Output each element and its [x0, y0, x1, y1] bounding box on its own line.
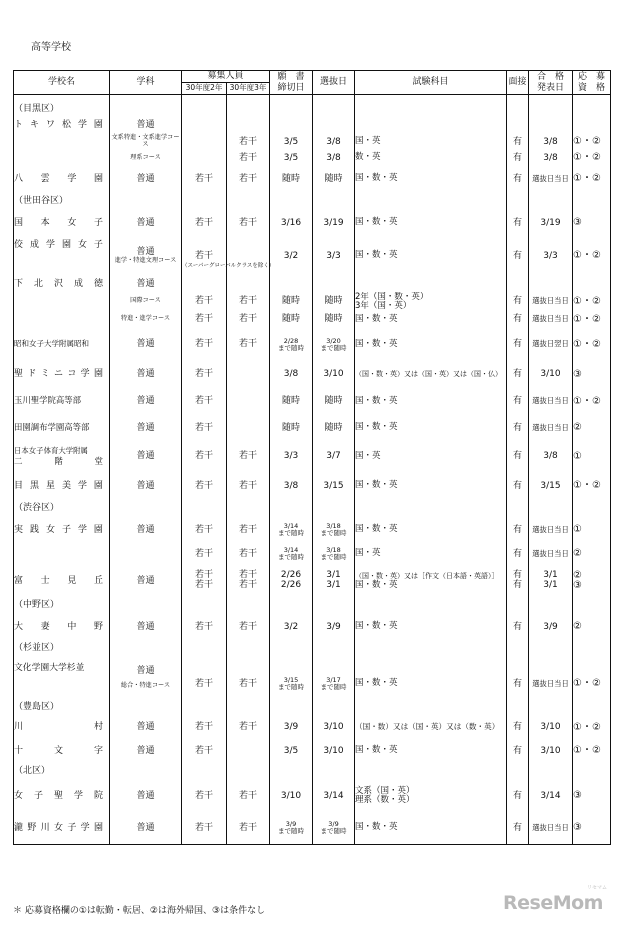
exam-date: 随時 — [313, 415, 355, 441]
recruit-3: 若干 — [239, 570, 258, 581]
exam-date: 3/14 — [313, 780, 355, 812]
exam-date-note: まで随時 — [320, 529, 347, 537]
course: 進学・特進文理コース — [114, 256, 177, 264]
subjects: 国・数・英 — [355, 472, 507, 500]
table-row — [14, 361, 611, 388]
header-deadline-2: 締切日 — [277, 82, 305, 93]
exam-date: 3/1 — [326, 580, 341, 590]
deadline: 3/5 — [270, 739, 313, 763]
interview: 有 — [507, 517, 529, 543]
result-date: 3/8 — [529, 441, 573, 472]
subjects: （国・数・英）又は（国・英）又は（国・仏） — [355, 369, 503, 378]
watermark-small-text: リセマム — [587, 885, 607, 891]
dept: 普通 — [110, 415, 182, 441]
dept: 普通 — [110, 812, 182, 844]
deadline: 随時 — [270, 165, 313, 193]
recruit-3: 若干 — [227, 517, 270, 543]
region-label: （豊島区） — [14, 699, 110, 716]
result-date: 選抜日当日 — [532, 422, 569, 432]
table-row — [14, 812, 611, 844]
deadline: 3/8 — [270, 361, 313, 388]
header-recruit-2: 30年度2年 — [182, 83, 227, 95]
region-label: （杉並区） — [14, 640, 110, 657]
exam-date: 3/8 — [313, 151, 355, 165]
recruit-2: 若干 — [194, 250, 213, 261]
recruit-3: 若干 — [227, 210, 270, 236]
deadline: 随時 — [270, 388, 313, 415]
header-deadline-1: 願 書 — [277, 72, 305, 83]
result-date: 選抜日当日 — [532, 822, 569, 832]
interview: 有 — [507, 388, 529, 415]
dept: 普通 — [110, 517, 182, 543]
result-date: 3/8 — [529, 151, 573, 165]
school-name: 文化学園大学杉並 — [14, 663, 85, 673]
header-qual-2: 資 格 — [578, 82, 606, 93]
table-row — [14, 388, 611, 415]
recruit-2: 若干 — [182, 812, 227, 844]
deadline: 3/14 — [283, 546, 299, 555]
subjects: 国・数・英 — [355, 657, 507, 699]
subjects: 国・数・英 — [355, 210, 507, 236]
region-label: （目黒区） — [14, 101, 110, 118]
region-row — [14, 101, 611, 118]
table-row — [14, 472, 611, 500]
table-row — [14, 292, 611, 311]
subjects: 国・英 — [355, 441, 507, 472]
school-name: 瀧 野 川 女 子 学 園 — [14, 822, 103, 833]
deadline: 3/9 — [270, 716, 313, 739]
school-name: 昭和女子大学附属昭和 — [14, 339, 89, 349]
interview: 有 — [507, 165, 529, 193]
recruit-2: 若干 — [182, 328, 227, 361]
table-row — [14, 210, 611, 236]
recruit-2: 若干 — [182, 210, 227, 236]
school-name-line2: 二 階 堂 — [14, 456, 103, 467]
table-row — [14, 441, 611, 472]
qualification: ①・② — [573, 739, 611, 763]
recruit-2: 若干 — [182, 165, 227, 193]
interview: 有 — [507, 133, 529, 151]
dept: 普通 — [110, 361, 182, 388]
table-row — [14, 614, 611, 640]
school-name — [14, 118, 110, 133]
subjects: 国・英 — [355, 133, 507, 151]
recruit-2: 若干 — [182, 441, 227, 472]
table-row — [14, 517, 611, 543]
subjects: 国・数・英 — [355, 580, 398, 590]
subjects: 理系（数・英） — [355, 795, 415, 805]
recruit-3: 若干 — [227, 657, 270, 699]
recruit-3: 若干 — [227, 165, 270, 193]
subjects: 国・数・英 — [355, 415, 507, 441]
result-date: 3/8 — [529, 133, 573, 151]
qualification: ①・② — [573, 151, 611, 165]
qualification: ①・② — [573, 311, 611, 328]
dept: 普通 — [110, 210, 182, 236]
region-row — [14, 640, 611, 657]
exam-date: 3/8 — [313, 133, 355, 151]
qualification: ① — [573, 517, 611, 543]
dept: 普通 — [110, 780, 182, 812]
header-result-2: 発表日 — [537, 82, 565, 93]
region-label: （渋谷区） — [14, 500, 110, 517]
interview: 有 — [507, 441, 529, 472]
dept: 普通 — [110, 716, 182, 739]
table-row — [14, 739, 611, 763]
subjects: 国・英 — [355, 543, 507, 565]
dept: 普通 — [110, 118, 182, 133]
table-row — [14, 415, 611, 441]
result-date: 選抜日当日 — [532, 296, 569, 306]
deadline: 3/3 — [270, 441, 313, 472]
dept: 普通 — [110, 388, 182, 415]
subjects: 国・数・英 — [355, 614, 507, 640]
interview: 有 — [507, 812, 529, 844]
interview: 有 — [507, 739, 529, 763]
school-name: 十 文 字 — [14, 745, 103, 756]
exam-date: 3/15 — [313, 472, 355, 500]
table-row — [14, 328, 611, 361]
table-row — [14, 276, 611, 292]
table-row — [14, 236, 611, 276]
course: 理系コース — [130, 153, 161, 161]
region-row — [14, 193, 611, 210]
school-name: 下 北 沢 成 徳 — [14, 278, 103, 289]
header-dept: 学科 — [110, 71, 182, 95]
exam-date: 3/9 — [328, 819, 339, 828]
deadline: 随時 — [270, 292, 313, 311]
table-row — [14, 565, 611, 597]
recruit-3: 若干 — [227, 151, 270, 165]
school-name: 日本女子体育大学附属 — [14, 446, 88, 455]
subjects: 2年（国・数・英） — [355, 292, 429, 302]
table-row — [14, 543, 611, 565]
header-recruit: 募集人員 — [182, 71, 270, 83]
exam-date: 随時 — [313, 388, 355, 415]
exam-date: 3/9 — [313, 614, 355, 640]
header-exam-date: 選抜日 — [313, 71, 355, 95]
school-name: 実 践 女 子 学 園 — [14, 524, 103, 535]
interview: 有 — [513, 580, 523, 590]
result-date: 3/10 — [529, 361, 573, 388]
exam-date: 3/19 — [313, 210, 355, 236]
region-label: （北区） — [14, 763, 110, 780]
dept: 普通 — [110, 565, 182, 597]
recruit-2: 若干 — [182, 657, 227, 699]
school-name: 富 士 見 丘 — [14, 575, 103, 586]
exam-date: 随時 — [313, 165, 355, 193]
qualification: ①・② — [573, 133, 611, 151]
subjects: 国・数・英 — [355, 812, 507, 844]
qualification: ③ — [573, 780, 611, 812]
dept: 普通 — [110, 441, 182, 472]
recruit-2: 若干 — [194, 580, 213, 590]
school-name: 聖 ド ミ ニ コ 学 園 — [14, 369, 103, 380]
school-name: 国 本 女 子 — [14, 217, 103, 228]
qualification: ② — [573, 614, 611, 640]
qualification: ①・② — [573, 236, 611, 276]
recruit-2: 若干 — [182, 361, 227, 388]
dept: 普通 — [110, 614, 182, 640]
qualification: ①・② — [573, 292, 611, 311]
subjects: 国・数・英 — [355, 165, 507, 193]
transfer-exam-table — [13, 70, 611, 845]
deadline: 3/14 — [283, 522, 299, 531]
recruit-3: 若干 — [239, 580, 258, 590]
header-recruit-3: 30年度3年 — [227, 83, 270, 95]
deadline: 3/5 — [270, 133, 313, 151]
qualification: ② — [573, 569, 582, 581]
subjects: 国・数・英 — [355, 311, 507, 328]
deadline-note: まで随時 — [278, 683, 305, 691]
deadline-note: まで随時 — [278, 553, 305, 561]
dept: 普通 — [110, 276, 182, 292]
interview: 有 — [507, 236, 529, 276]
interview: 有 — [507, 328, 529, 361]
recruit-2: 若干 — [182, 415, 227, 441]
table-row — [14, 151, 611, 165]
recruit-3: 若干 — [227, 292, 270, 311]
school-name: 大 妻 中 野 — [14, 621, 103, 632]
qualification: ① — [573, 441, 611, 472]
qualification: ①・② — [573, 328, 611, 361]
result-date: 3/10 — [529, 739, 573, 763]
recruit-3: 若干 — [227, 780, 270, 812]
interview: 有 — [513, 570, 523, 581]
interview: 有 — [507, 780, 529, 812]
school-name: 目 黒 星 美 学 園 — [14, 480, 103, 491]
subjects: 数・英 — [355, 151, 507, 165]
result-date: 選抜日当日 — [532, 396, 569, 406]
result-date: 3/1 — [543, 570, 558, 581]
region-label: （世田谷区） — [14, 193, 110, 210]
school-name: 玉川聖学院高等部 — [14, 395, 81, 406]
header-subjects: 試験科目 — [355, 71, 507, 95]
interview: 有 — [507, 415, 529, 441]
school-name: 川 村 — [14, 722, 103, 733]
subjects: （国・数・英）又は［作文（日本語・英語）］ — [355, 571, 499, 580]
deadline: 3/15 — [283, 676, 299, 685]
interview: 有 — [507, 361, 529, 388]
school-name: 八 雲 学 園 — [14, 173, 103, 184]
result-date: 選抜日翌日 — [532, 339, 569, 349]
result-date: 3/9 — [529, 614, 573, 640]
recruit-2: 若干 — [182, 292, 227, 311]
exam-date: 随時 — [313, 292, 355, 311]
interview: 有 — [507, 311, 529, 328]
recruit-3: 若干 — [227, 328, 270, 361]
qualification: ③ — [573, 812, 611, 844]
recruit-3: 若干 — [227, 614, 270, 640]
exam-date-note: まで随時 — [320, 683, 347, 691]
deadline-note: まで随時 — [278, 826, 305, 835]
table-row — [14, 118, 611, 133]
header-result — [529, 71, 573, 95]
dept: 普通 — [110, 739, 182, 763]
course: 文系特進・文系進学コース — [111, 134, 180, 148]
region-row — [14, 597, 611, 614]
deadline: 3/2 — [270, 614, 313, 640]
region-row — [14, 763, 611, 780]
school-name: 田園調布学園高等部 — [14, 421, 90, 432]
recruit-2: 若干 — [182, 472, 227, 500]
qualification: ①・② — [573, 472, 611, 500]
recruit-3: 若干 — [227, 812, 270, 844]
exam-date: 3/10 — [313, 739, 355, 763]
exam-date: 3/1 — [326, 570, 341, 581]
result-date: 3/15 — [529, 472, 573, 500]
recruit-2: 若干 — [182, 614, 227, 640]
qualification: ③ — [573, 210, 611, 236]
exam-date: 3/10 — [313, 361, 355, 388]
table-row — [14, 780, 611, 812]
qualification: ①・② — [573, 388, 611, 415]
deadline: 2/26 — [280, 580, 302, 590]
recruit-3: 若干 — [227, 543, 270, 565]
interview: 有 — [507, 614, 529, 640]
exam-date: 3/7 — [313, 441, 355, 472]
interview: 有 — [507, 472, 529, 500]
result-date: 3/14 — [529, 780, 573, 812]
interview: 有 — [507, 543, 529, 565]
exam-date: 3/18 — [326, 522, 341, 531]
qualification: ② — [573, 415, 611, 441]
header-school: 学校名 — [14, 71, 110, 95]
qualification: ③ — [573, 361, 611, 388]
course: 特進・進学コース — [120, 315, 171, 323]
interview: 有 — [507, 292, 529, 311]
deadline: 2/28 — [283, 336, 299, 345]
interview: 有 — [507, 210, 529, 236]
result-date: 選抜日当日 — [532, 524, 569, 534]
subjects: 国・数・英 — [355, 739, 507, 763]
deadline-note: まで随時 — [278, 343, 305, 352]
school-name-text: ト キ ワ 松 学 園 — [14, 120, 103, 131]
subjects: 国・数・英 — [355, 236, 507, 276]
recruit-2: 若干 — [182, 517, 227, 543]
deadline: 3/5 — [270, 151, 313, 165]
subjects: 国・数・英 — [355, 328, 507, 361]
region-row — [14, 500, 611, 517]
course: 国際コース — [130, 297, 161, 305]
deadline-note: まで随時 — [278, 529, 305, 537]
qualification: ③ — [573, 580, 582, 591]
qualification: ①・② — [573, 165, 611, 193]
deadline: 3/2 — [270, 236, 313, 276]
subjects: 3年（国・英） — [355, 300, 412, 311]
interview: 有 — [507, 716, 529, 739]
recruit-3: 若干 — [227, 716, 270, 739]
school-name: 佼 成 学 園 女 子 — [14, 240, 103, 250]
qualification: ①・② — [573, 657, 611, 699]
header-qual-1: 応 募 — [578, 72, 606, 83]
table-row — [14, 716, 611, 739]
exam-date-note: まで随時 — [320, 826, 347, 835]
deadline: 3/9 — [285, 819, 297, 828]
qualification: ①・② — [573, 716, 611, 739]
table-row — [14, 165, 611, 193]
deadline: 随時 — [270, 311, 313, 328]
exam-date: 3/3 — [313, 236, 355, 276]
exam-date: 随時 — [313, 311, 355, 328]
result-date: 3/19 — [529, 210, 573, 236]
dept: 普通 — [110, 472, 182, 500]
subjects: 文系（国・英） — [355, 785, 415, 796]
recruit-2: 若干 — [182, 739, 227, 763]
exam-date: 3/10 — [313, 716, 355, 739]
result-date: 3/3 — [529, 236, 573, 276]
interview: 有 — [507, 657, 529, 699]
recruit-3: 若干 — [227, 472, 270, 500]
result-date: 3/10 — [529, 716, 573, 739]
exam-date-note: まで随時 — [320, 553, 347, 561]
result-date: 選抜日当日 — [532, 173, 569, 183]
exam-date: 3/17 — [326, 676, 341, 685]
subjects: （国・数）又は（国・英）又は（数・英） — [355, 721, 500, 731]
recruit-2: 若干 — [194, 570, 213, 581]
recruit-3: 若干 — [227, 441, 270, 472]
dept: 普通 — [110, 165, 182, 193]
recruit-2: 若干 — [182, 780, 227, 812]
table-row — [14, 311, 611, 328]
result-date: 選抜日当日 — [532, 548, 569, 558]
exam-date-note: まで随時 — [320, 343, 347, 352]
recruit-2: 若干 — [182, 543, 227, 565]
deadline: 3/16 — [270, 210, 313, 236]
course: 総合・特進コース — [120, 681, 171, 689]
result-date: 選抜日当日 — [532, 678, 569, 688]
recruit-3: 若干 — [227, 133, 270, 151]
interview: 有 — [507, 151, 529, 165]
deadline: 3/8 — [270, 472, 313, 500]
qualification: ② — [573, 543, 611, 565]
table-header — [14, 71, 611, 95]
header-deadline — [270, 71, 313, 95]
deadline: 随時 — [270, 415, 313, 441]
dept: 普通 — [136, 247, 155, 258]
resemom-watermark-logo — [503, 885, 607, 916]
region-row — [14, 699, 611, 716]
result-date: 選抜日当日 — [532, 314, 569, 324]
table-row — [14, 133, 611, 151]
region-label: （中野区） — [14, 597, 110, 614]
recruit-2: 若干 — [182, 311, 227, 328]
header-qual — [573, 71, 611, 95]
header-interview: 面接 — [507, 71, 529, 95]
recruit-3: 若干 — [227, 311, 270, 328]
exam-date: 3/18 — [326, 546, 341, 555]
dept: 普通 — [136, 666, 155, 677]
recruit-2: 若干 — [182, 388, 227, 415]
watermark-text: ReseMom — [503, 892, 603, 914]
header-result-1: 合 格 — [537, 72, 565, 83]
subjects: 国・数・英 — [355, 388, 507, 415]
recruit-2: 若干 — [182, 716, 227, 739]
deadline: 3/10 — [270, 780, 313, 812]
table-row — [14, 657, 611, 699]
subjects: 国・数・英 — [355, 517, 507, 543]
school-name: 女 子 聖 学 院 — [14, 790, 103, 801]
doc-title: 高等学校 — [31, 42, 71, 53]
footnote: ＊ 応募資格欄の①は転勤・転居、②は海外帰国、③は条件なし — [13, 906, 266, 916]
result-date: 3/1 — [543, 580, 558, 590]
recruit-note: （スーパーグローバルクラスを除く） — [182, 263, 275, 269]
deadline: 2/26 — [280, 570, 302, 581]
exam-date: 3/20 — [326, 336, 341, 345]
dept: 普通 — [110, 328, 182, 361]
